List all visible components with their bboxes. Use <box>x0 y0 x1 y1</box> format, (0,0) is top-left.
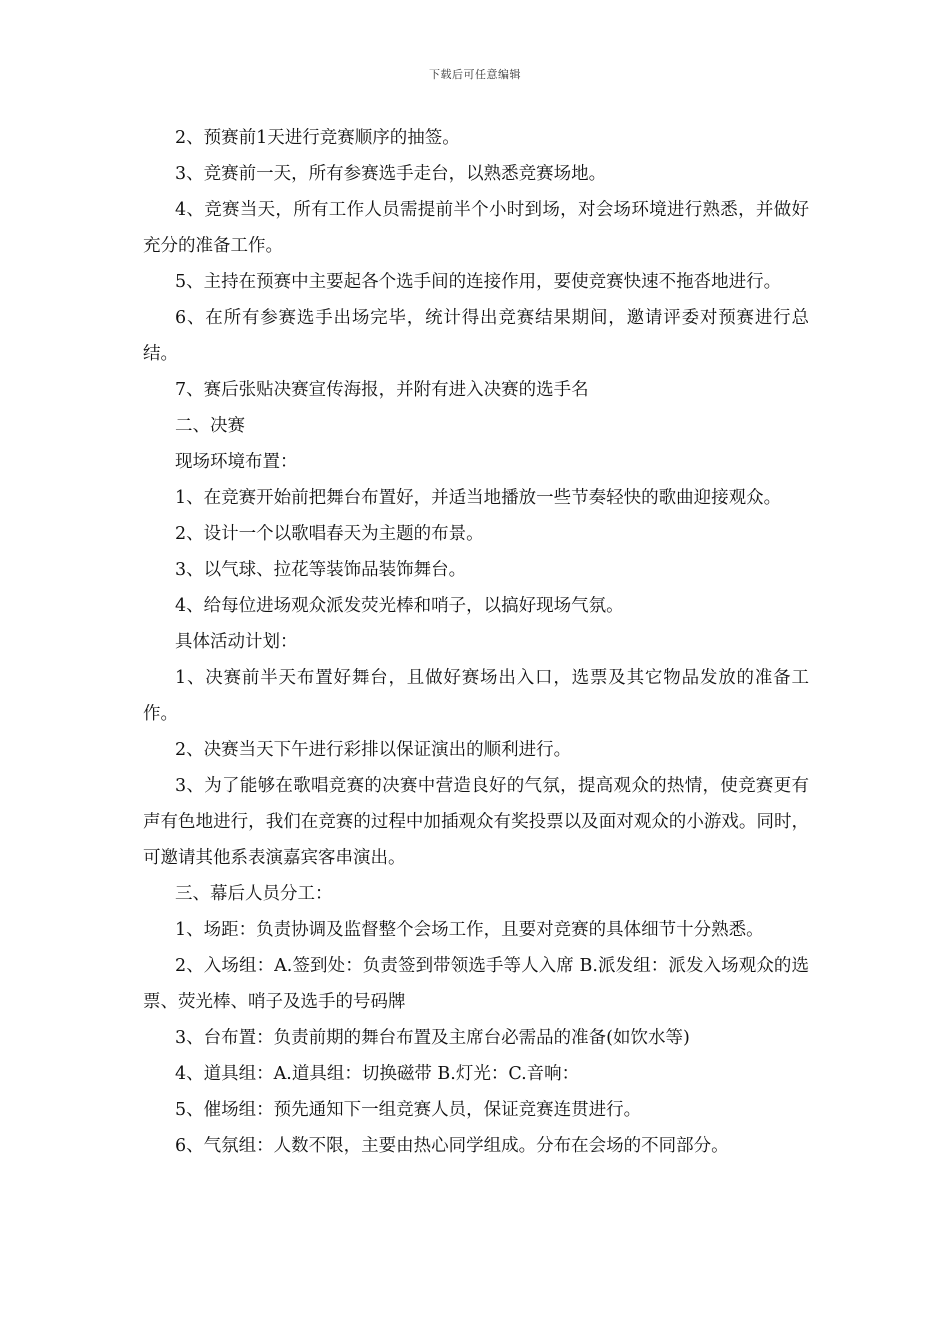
paragraph: 5、催场组：预先通知下一组竞赛人员，保证竞赛连贯进行。 <box>175 1100 642 1120</box>
paragraph: 6、气氛组：人数不限，主要由热心同学组成。分布在会场的不同部分。 <box>175 1136 729 1156</box>
paragraph: 4、给每位进场观众派发荧光棒和哨子，以搞好现场气氛。 <box>175 596 624 616</box>
paragraph: 6、在所有参赛选手出场完毕，统计得出竞赛结果期间，邀请评委对预赛进行总结。 <box>143 308 809 364</box>
section-heading: 二、决赛 <box>175 416 245 436</box>
paragraph: 4、道具组：A.道具组：切换磁带 B.灯光：C.音响： <box>175 1064 580 1084</box>
paragraph: 4、竞赛当天，所有工作人员需提前半个小时到场，对会场环境进行熟悉，并做好充分的准备工作。 <box>143 200 809 256</box>
paragraph: 5、主持在预赛中主要起各个选手间的连接作用，要使竞赛快速不拖沓地进行。 <box>175 272 782 292</box>
paragraph: 3、台布置：负责前期的舞台布置及主席台必需品的准备(如饮水等) <box>175 1028 690 1048</box>
paragraph: 3、竞赛前一天，所有参赛选手走台，以熟悉竞赛场地。 <box>175 164 607 184</box>
paragraph: 1、在竞赛开始前把舞台布置好，并适当地播放一些节奏轻快的歌曲迎接观众。 <box>175 488 782 508</box>
subsection-heading: 具体活动计划： <box>175 632 298 652</box>
paragraph: 2、预赛前1天进行竞赛顺序的抽签。 <box>175 128 460 148</box>
paragraph: 1、决赛前半天布置好舞台，且做好赛场出入口，选票及其它物品发放的准备工作。 <box>143 668 809 724</box>
page-header-note: 下载后可任意编辑 <box>429 68 521 81</box>
paragraph: 7、赛后张贴决赛宣传海报，并附有进入决赛的选手名 <box>175 380 589 400</box>
paragraph: 1、场距：负责协调及监督整个会场工作，且要对竞赛的具体细节十分熟悉。 <box>175 920 764 940</box>
paragraph: 2、设计一个以歌唱春天为主题的布景。 <box>175 524 484 544</box>
section-heading: 三、幕后人员分工： <box>175 884 333 904</box>
paragraph: 3、为了能够在歌唱竞赛的决赛中营造良好的气氛，提高观众的热情，使竞赛更有声有色地进行，我们在竞赛的过程中加插观众有奖投票以及面对观众的小游戏。同时，可邀请其他系表演嘉宾客串演出。 <box>143 776 809 868</box>
document-body <box>143 120 809 1164</box>
subsection-heading: 现场环境布置： <box>175 452 298 472</box>
paragraph: 2、入场组：A.签到处：负责签到带领选手等人入席 B.派发组：派发入场观众的选票、荧光棒、哨子及选手的号码牌 <box>143 956 809 1012</box>
paragraph: 3、以气球、拉花等装饰品装饰舞台。 <box>175 560 467 580</box>
paragraph: 2、决赛当天下午进行彩排以保证演出的顺利进行。 <box>175 740 572 760</box>
